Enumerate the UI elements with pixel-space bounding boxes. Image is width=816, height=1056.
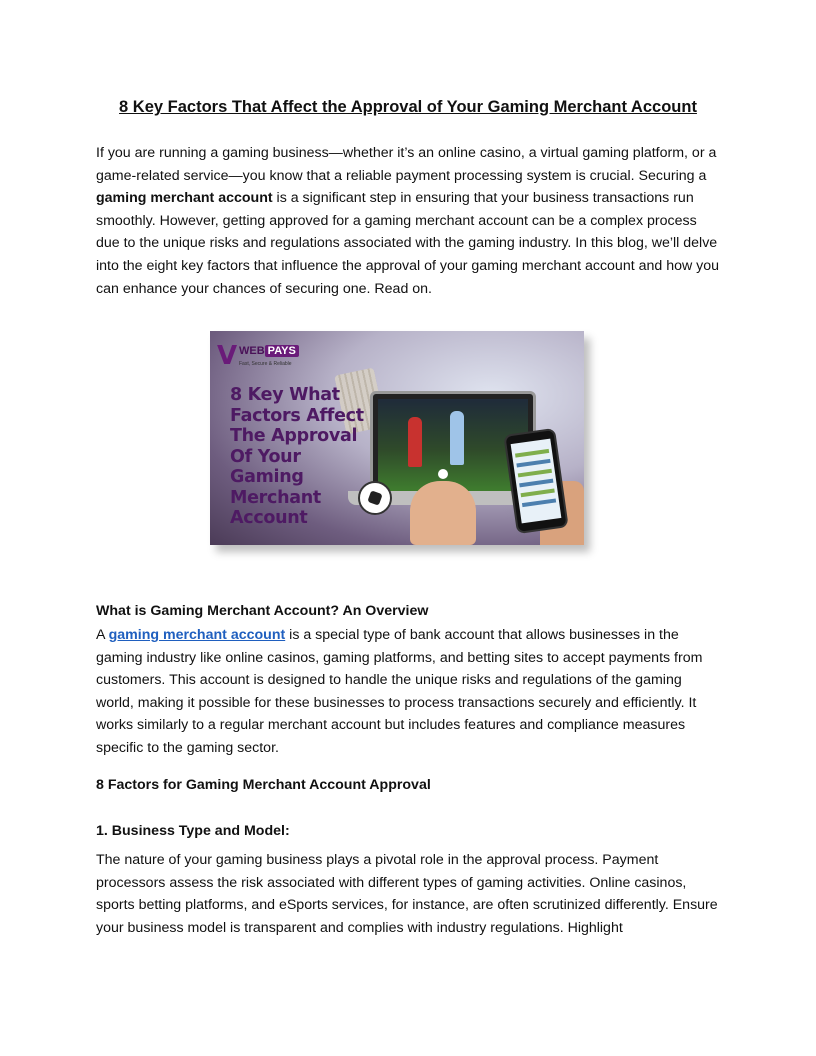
factor-1-heading: 1. Business Type and Model: <box>96 823 290 839</box>
phone-row <box>515 449 549 458</box>
logo-pays-text: PAYS <box>265 345 299 357</box>
page-title: 8 Key Factors That Affect the Approval of Your Gaming Merchant Account <box>119 98 697 116</box>
intro-text-end: is a significant step in ensuring that your business transactions run smoothly. However, getting approved for a gaming merchant account can be a complex process due to the unique risks and regulations associated with the gaming industry. In this blog, we’ll delve into the eight key factors that influence the approval of your gaming merchant account and how you can enhance your chances of securing one. Read on. <box>96 190 720 297</box>
webpays-logo <box>217 341 301 375</box>
overview-prefix: A <box>96 627 109 643</box>
player-blue-graphic <box>450 411 464 465</box>
logo-tagline: Fast, Secure & Reliable <box>239 361 292 367</box>
overview-paragraph <box>96 624 720 760</box>
hero-image <box>210 331 584 545</box>
logo-web-text: WEB <box>239 345 265 357</box>
phone-row <box>522 498 556 507</box>
overview-heading: What is Gaming Merchant Account? An Overview <box>96 603 429 619</box>
phone-row <box>521 489 555 498</box>
gaming-merchant-account-link[interactable]: gaming merchant account <box>108 627 286 643</box>
phone-row <box>518 469 552 478</box>
intro-bold-term: gaming merchant account <box>96 190 273 207</box>
player-red-graphic <box>408 417 422 467</box>
intro-text-start: If you are running a gaming business—whether it’s an online casino, a virtual gaming platform, or a game-related service—you know that a reliable payment processing system is crucial. Securing a <box>96 145 717 184</box>
factor-1-paragraph: The nature of your gaming business plays a pivotal role in the approval process. Payment processors assess the risk associated with different types of gaming activities. Online casinos, sports betting platforms, and eSports services, for instance, are often scrutinized differently. Ensure your business model is transparent and complies with industry regulations. Highlight <box>96 852 718 936</box>
logo-wordmark <box>239 345 299 357</box>
football-icon <box>358 481 392 515</box>
phone-row <box>516 459 550 468</box>
overview-text: is a special type of bank account that allows businesses in the gaming industry like online casinos, gaming platforms, and betting sites to accept payments from customers. This account is designed to handle the unique risks and regulations of the gaming world, making it possible for these businesses to process transactions securely and efficiently. It works similarly to a regular merchant account but includes features and compliance measures specific to the gaming sector. <box>96 627 703 756</box>
intro-paragraph <box>96 142 720 300</box>
fist-graphic <box>410 481 476 545</box>
logo-v-mark: V <box>217 341 238 371</box>
phone-screen <box>511 439 562 524</box>
factors-heading: 8 Factors for Gaming Merchant Account Approval <box>96 777 431 793</box>
hero-headline: 8 Key What Factors Affect The Approval Of Your Gaming Merchant Account <box>230 385 364 528</box>
ball-on-screen-graphic <box>438 469 448 479</box>
phone-row <box>519 479 553 488</box>
